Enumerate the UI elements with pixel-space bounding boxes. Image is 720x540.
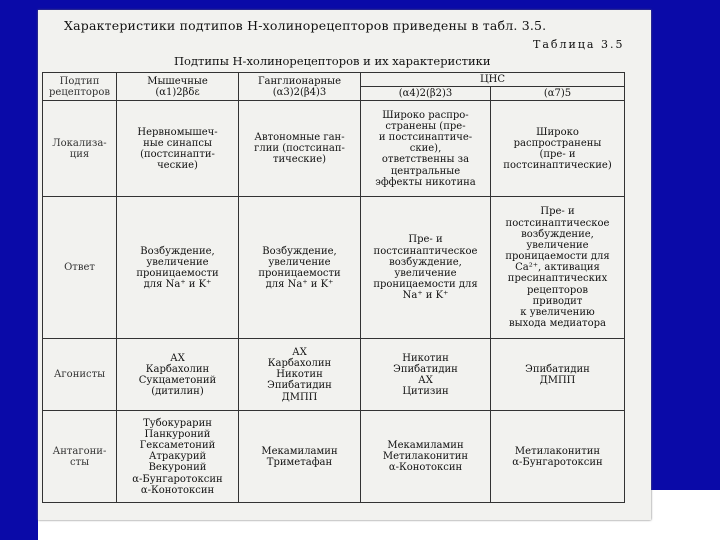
page-heading: Характеристики подтипов Н-холинорецепторов приведены в табл. 3.5. <box>64 18 547 33</box>
table-cell: Нервномышеч- ные синапсы (постсинапти- ческие) <box>117 101 239 197</box>
table-cell: Тубокурарин Панкуроний Гексаметоний Атракурий Векуроний α-Бунгаротоксин α-Конотоксин <box>117 411 239 503</box>
table-title: Подтипы Н-холинорецепторов и их характеристики <box>174 54 491 68</box>
receptor-table <box>42 72 625 503</box>
row-label: Антагони- сты <box>43 411 117 503</box>
table-row-antagonists <box>43 411 625 503</box>
header-cns: ЦНС <box>361 73 625 87</box>
table-cell: Пре- и постсинаптическое возбуждение, увеличение проницаемости для Ca²⁺, активация пресинаптических рецепторов приводит к увеличению выхода медиатора <box>491 197 625 339</box>
table-cell: Возбуждение, увеличение проницаемости для Na⁺ и K⁺ <box>239 197 361 339</box>
header-row <box>43 73 625 87</box>
table-cell: Мекамиламин Триметафан <box>239 411 361 503</box>
table-cell: Широко распространены (пре- и постсинаптические) <box>491 101 625 197</box>
header-a4b2: (α4)2(β2)3 <box>361 87 491 101</box>
header-muscle: Мышечные (α1)2βδε <box>117 73 239 101</box>
table-row-response <box>43 197 625 339</box>
table-cell: Широко распро- странены (пре- и постсинаптиче- ские), ответственны за центральные эффекты никотина <box>361 101 491 197</box>
left-blue-bar <box>0 0 38 540</box>
table-cell: Эпибатидин ДМПП <box>491 339 625 411</box>
table-cell: Никотин Эпибатидин АХ Цитизин <box>361 339 491 411</box>
table-cell: АХ Карбахолин Никотин Эпибатидин ДМПП <box>239 339 361 411</box>
table-label: Таблица 3.5 <box>533 38 625 51</box>
row-label: Агонисты <box>43 339 117 411</box>
table-cell: Возбуждение, увеличение проницаемости для Na⁺ и K⁺ <box>117 197 239 339</box>
header-ganglionic: Ганглионарные (α3)2(β4)3 <box>239 73 361 101</box>
row-label: Локализа- ция <box>43 101 117 197</box>
row-label: Ответ <box>43 197 117 339</box>
table-row-agonists <box>43 339 625 411</box>
header-subtype: Подтип рецепторов <box>43 73 117 101</box>
scanned-page <box>38 10 651 520</box>
table-cell: АХ Карбахолин Сукцаметоний (дитилин) <box>117 339 239 411</box>
right-blue-bar <box>651 20 720 490</box>
table-cell: Пре- и постсинаптическое возбуждение, увеличение проницаемости для Na⁺ и K⁺ <box>361 197 491 339</box>
table-cell: Мекамиламин Метилаконитин α-Конотоксин <box>361 411 491 503</box>
header-a7: (α7)5 <box>491 87 625 101</box>
table-row-localization <box>43 101 625 197</box>
table-cell: Метилаконитин α-Бунгаротоксин <box>491 411 625 503</box>
table-cell: Автономные ган- глии (постсинап- тические) <box>239 101 361 197</box>
